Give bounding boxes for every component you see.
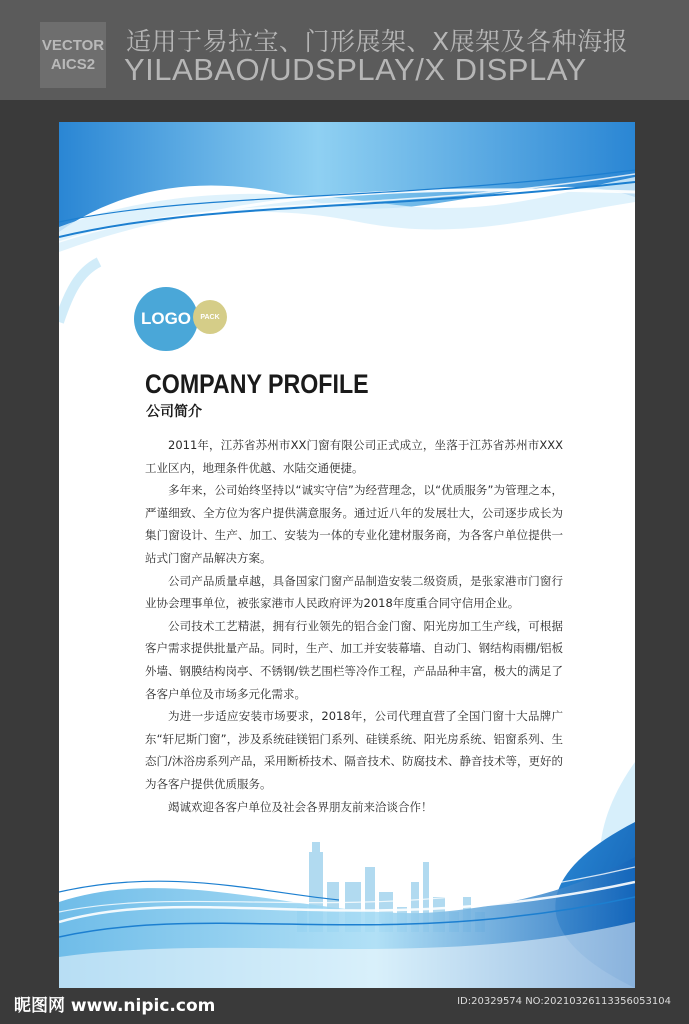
paragraph: 多年来，公司始终坚持以“诚实守信”为经营理念，以“优质服务”为管理之本，严谨细致、全方位为客户提供满意服务。通过近八年的发展壮大，公司逐步成长为集门窗设计、生产、加工、安装为一体的专业化建材服务商，为各客户单位提供一站式门窗产品解决方案。 — [145, 483, 563, 565]
watermark-id: ID:20329574 NO:20210326113356053104 — [457, 996, 671, 1007]
header-title-en: YILABAO/UDSPLAY/X DISPLAY — [124, 52, 587, 87]
badge-line-1: VECTOR — [41, 37, 105, 54]
profile-title-en: COMPANY PROFILE — [145, 369, 369, 399]
logo-pack-badge: PACK — [193, 300, 227, 334]
top-banner — [0, 0, 689, 100]
logo-circle: LOGO — [134, 287, 198, 351]
watermark-site: 昵图网 www.nipic.com — [14, 996, 216, 1016]
paragraph: 公司产品质量卓越，具备国家门窗产品制造安装二级资质，是张家港市门窗行业协会理事单位，被张家港市人民政府评为2018年度重合同守信用企业。 — [145, 573, 563, 611]
paragraph: 竭诚欢迎各客户单位及社会各界朋友前来洽谈合作！ — [168, 799, 433, 814]
paragraph: 2011年，江苏省苏州市XX门窗有限公司正式成立，坐落于江苏省苏州市XXX工业区内，地理条件优越、水陆交通便捷。 — [145, 438, 563, 475]
badge-line-2: AICS2 — [50, 56, 96, 73]
header-title-cn: 适用于易拉宝、门形展架、X展架及各种海报 — [126, 27, 629, 56]
profile-title-cn: 公司简介 — [146, 404, 202, 420]
poster — [59, 122, 635, 988]
paragraph: 为进一步适应安装市场要求，2018年，公司代理直营了全国门窗十大品牌广东“轩尼斯门窗”，涉及系统硅镁铝门系列、硅镁系统、阳光房系统、铝窗系列、生态门/沐浴房系列产品，采用断桥技术、隔音技术、防腐技术、静音技术等，更好的为各客户提供优质服务。 — [145, 709, 563, 791]
profile-body — [145, 434, 563, 818]
paragraph: 公司技术工艺精湛，拥有行业领先的铝合金门窗、阳光房加工生产线，可根据客户需求提供批量产品。同时，生产、加工并安装幕墙、自动门、钢结构雨棚/铝板外墙、钢膜结构岗亭、不锈钢/铁艺围栏等冷作工程，产品品种丰富，极大的满足了各客户单位及市场多元化需求。 — [145, 618, 563, 701]
vector-badge — [40, 22, 106, 88]
